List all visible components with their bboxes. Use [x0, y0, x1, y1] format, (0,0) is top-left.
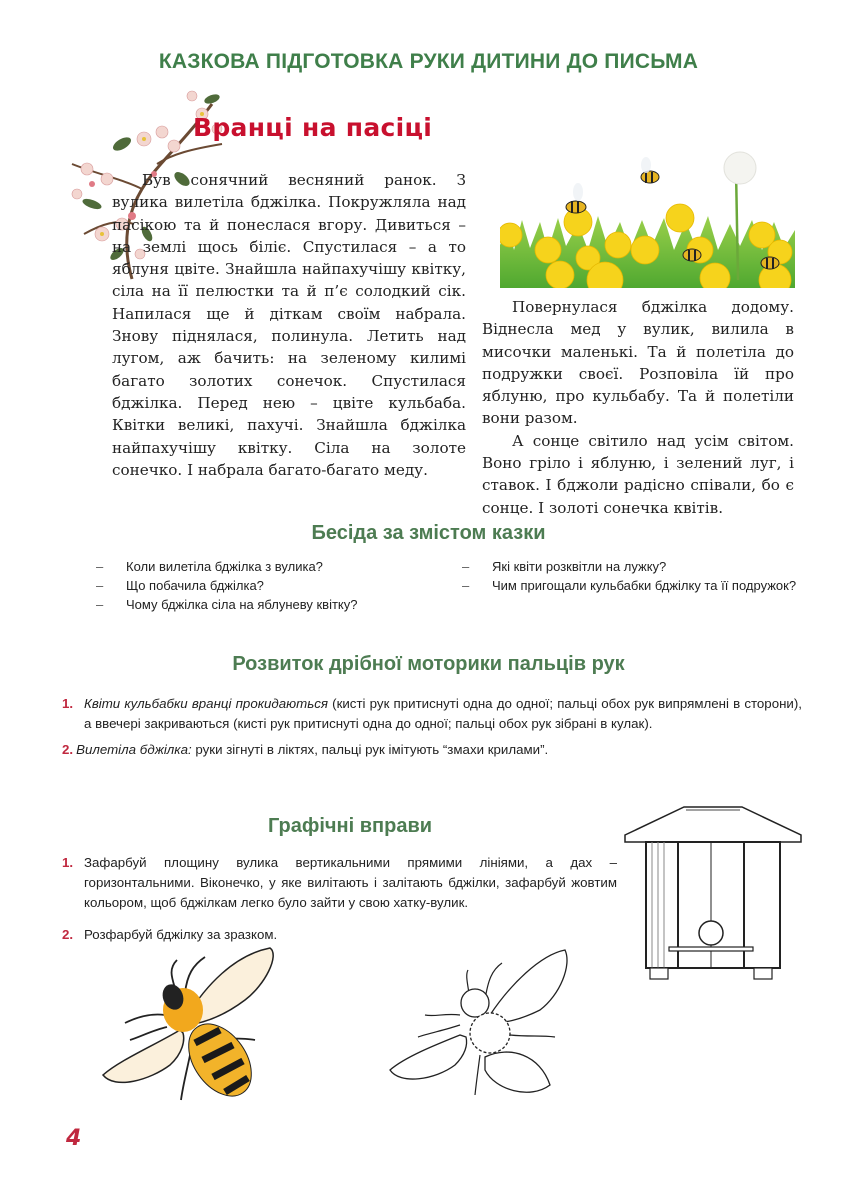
bee-colored-icon [95, 945, 285, 1105]
story-paragraph: Був сонячний весняний ранок. З вулика вилетіла бджілка. Покружляла над пасікою та й понеслася вгору. Дивиться – на землі щось біліє. Спустилася – а то яблуня цвіте. Знайшла найпахучішу квітку, сіла на її пелюстки та й п’є солодкий сік. Напилася ще й діткам своїм набрала. Знову піднялася, полинула. Летить над лугом, аж бачить: на зеленому килимі багато золотих сонечок. Спустилася бджілка. Перед нею – цвіте кульбаба. Квітки великі, пахучі. Знайшла бджілка найпахучішу квітку. Сіла на золоте сонечко. І набрала багато-багато меду. [112, 171, 466, 479]
graphic-exercises [62, 853, 617, 945]
dandelion-meadow-icon [500, 150, 795, 288]
graphic-exercises-heading: Графічні вправи [267, 815, 433, 837]
page-number: 4 [66, 1126, 82, 1151]
exercise-number: 1. [62, 696, 74, 711]
conversation-heading: Бесіда за змістом казки [311, 522, 546, 544]
story-paragraph: А сонце світило над усім світом. Воно гріло і яблуню, і зелений луг, і ставок. І бджоли радісно співали, бо є сонце. І золоті сонечка квітів. [482, 431, 794, 517]
motor-skills-heading: Розвиток дрібної моторики пальців рук [232, 653, 625, 675]
story-title: Вранці на пасіці [193, 113, 433, 142]
exercise-item: 1. Зафарбуй площину вулика вертикальними прямими лініями, а дах – горизонтальними. Віконечко, у яке вилітають і залітають бджілки, зафарбуй жовтим кольором, щоб бджілкам легко було зайти у свою хатку-вулик. [62, 855, 617, 910]
exercise-item: 2. Розфарбуй бджілку за зразком. [62, 925, 617, 945]
exercise-number: 1. [62, 855, 74, 870]
motor-exercises [62, 694, 802, 760]
question-item: – Які квіти розквітли на лужку? [462, 559, 667, 574]
bee-flying [566, 183, 586, 213]
exercise-number: 2. [62, 742, 74, 757]
dash-bullet: – [96, 597, 104, 612]
dash-bullet: – [462, 559, 470, 574]
questions-right [462, 557, 800, 595]
page-title: КАЗКОВА ПІДГОТОВКА РУКИ ДИТИНИ ДО ПИСЬМА [158, 50, 699, 73]
story-right-column [482, 296, 794, 519]
beehive-outline-icon [624, 805, 804, 985]
story-paragraph: Повернулася бджілка додому. Віднесла мед у вулик, вилила в мисочки маленькі. Та й полетіла до подружки своєї. Розповіла їй про яблуню, про кульбабу. Та й полетіли вони разом. [482, 298, 794, 428]
question-item: – Чому бджілка сіла на яблуневу квітку? [96, 597, 358, 612]
question-item: – Чим пригощали кульбабки бджілку та її подружок? [462, 578, 797, 593]
questions-left [96, 557, 436, 614]
question-item: – Що побачила бджілка? [96, 578, 264, 593]
dash-bullet: – [96, 559, 104, 574]
exercise-item: 1. Квіти кульбабки вранці прокидаються (кисті рук притиснуті одна до одної; пальці обох рук випрямлені в сторони), а ввечері закриваються (кисті рук притиснуті одна до одної; пальці обох рук зібрані в кулак). [62, 696, 802, 731]
question-item: – Коли вилетіла бджілка з вулика? [96, 559, 323, 574]
exercise-number: 2. [62, 927, 74, 942]
story-left-column [112, 169, 466, 481]
exercise-item: 2. Вилетіла бджілка: руки зігнуті в ліктях, пальці рук імітують “змахи крилами”. [62, 742, 549, 757]
dash-bullet: – [96, 578, 104, 593]
dash-bullet: – [462, 578, 470, 593]
bee-outline-icon [380, 945, 580, 1105]
